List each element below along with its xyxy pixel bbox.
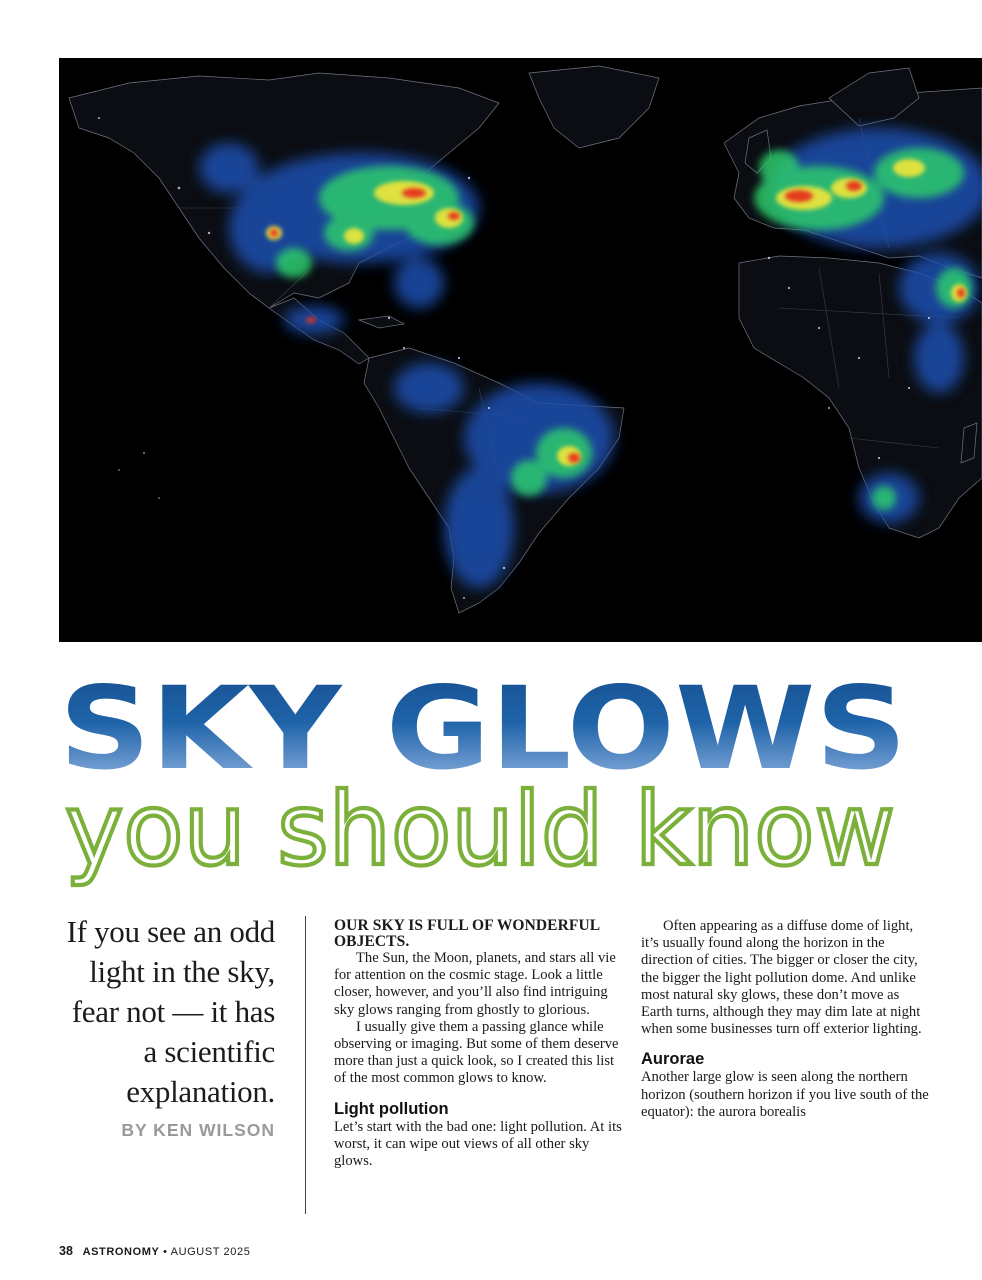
byline: BY KEN WILSON	[121, 1120, 275, 1140]
deck-text: If you see an odd light in the sky, fear not — it has a scientific explanation.	[66, 914, 275, 1109]
paragraph: I usually give them a passing glance while observing or imaging. But some of them deserve more than just a quick look, so I created this list of the most common glows to know.	[334, 1018, 619, 1087]
headline	[59, 662, 982, 795]
paragraph: Often appearing as a diffuse dome of light, it’s usually found along the horizon in the direction of cities. The bigger or closer the city, the bigger the light pollution dome. And unlike most natural sky glows, these don’t move as Earth turns, although they may dim late at night when some businesses turn off exterior lighting.	[641, 918, 922, 1038]
headline-main: SKY GLOWS	[59, 662, 907, 795]
magazine-name: ASTRONOMY	[82, 1246, 160, 1258]
column-divider	[305, 916, 306, 1214]
deck	[59, 912, 275, 1141]
issue-date: AUGUST 2025	[170, 1246, 251, 1258]
folio	[59, 1244, 250, 1258]
article-column-1	[334, 917, 622, 1170]
subheadline	[59, 771, 982, 892]
lead-in: OUR SKY IS FULL OF WONDERFUL OBJECTS.	[334, 917, 600, 950]
page-number: 38	[59, 1244, 73, 1258]
light-pollution-world-map	[59, 58, 982, 642]
paragraph: Another large glow is seen along the northern horizon (southern horizon if you live south of the equator): the aurora borealis	[641, 1069, 929, 1120]
paragraph: The Sun, the Moon, planets, and stars all vie for attention on the cosmic stage. Look a little closer, however, and you’ll also find intriguing sky glows ranging from ghostly to glorious.	[334, 950, 616, 1018]
article-column-2	[641, 918, 929, 1121]
folio-separator: •	[163, 1246, 168, 1258]
section-heading-aurorae: Aurorae	[641, 1050, 705, 1069]
section-heading-light-pollution: Light pollution	[334, 1099, 449, 1118]
headline-sub: you should know	[65, 771, 895, 888]
paragraph: Let’s start with the bad one: light pollution. At its worst, it can wipe out views of all other sky glows.	[334, 1118, 622, 1170]
